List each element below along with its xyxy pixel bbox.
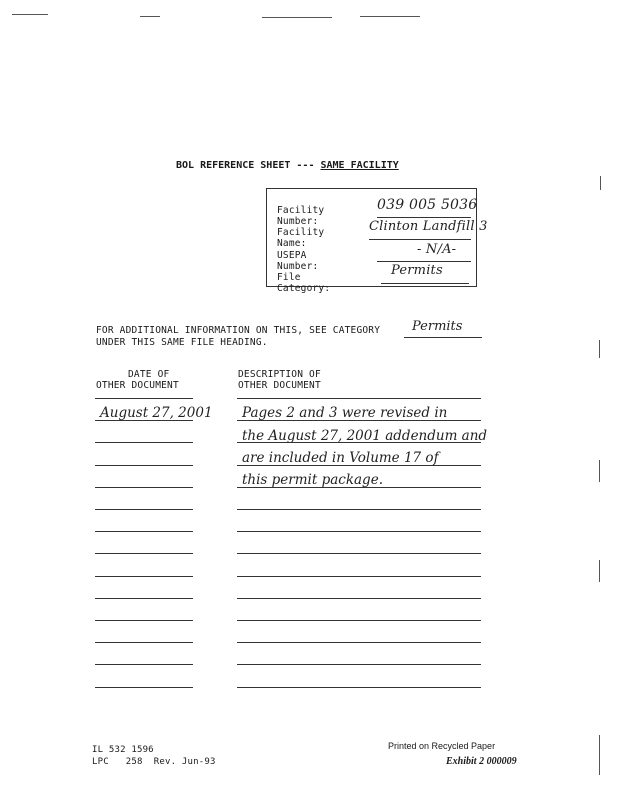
additional-category-value: Permits: [412, 319, 463, 334]
description-rule-line: [237, 598, 481, 599]
usepa-number-value: - N/A-: [417, 242, 457, 257]
scan-speck: [599, 560, 600, 582]
title-prefix: BOL REFERENCE SHEET ---: [176, 160, 321, 171]
description-rule-line: [237, 487, 481, 488]
description-rule-line: [237, 465, 481, 466]
description-rule-line: [237, 509, 481, 510]
facility-name-label: Facility Name:: [277, 227, 325, 249]
facility-number-label: Facility Number:: [277, 205, 325, 227]
scan-speck: [262, 17, 332, 18]
form-footer: [92, 744, 216, 768]
date-rule-line: [95, 442, 193, 443]
facility-name-line: [369, 239, 471, 240]
form-code: LPC 258 Rev. Jun-93: [92, 757, 216, 767]
description-rule-line: [237, 664, 481, 665]
date-rule-line: [95, 598, 193, 599]
scan-speck: [140, 16, 160, 17]
scan-speck: [360, 16, 420, 17]
scan-speck: [599, 460, 600, 482]
description-rule-line: [237, 442, 481, 443]
description-rule-line: [237, 553, 481, 554]
date-rule-line: [95, 553, 193, 554]
entry-description-line: are included in Volume 17 of: [242, 450, 439, 466]
description-rule-line: [237, 576, 481, 577]
additional-category-line: [404, 337, 482, 338]
scan-speck: [599, 340, 600, 358]
date-rule-line: [95, 531, 193, 532]
date-rule-line: [95, 487, 193, 488]
description-rule-line: [237, 398, 481, 399]
date-header-line2: OTHER DOCUMENT: [96, 380, 179, 391]
date-rule-line: [95, 576, 193, 577]
usepa-number-line: [377, 261, 471, 262]
facility-number-line: [377, 217, 471, 218]
scan-speck: [12, 14, 48, 15]
date-rule-line: [95, 398, 193, 399]
entry-description-line: the August 27, 2001 addendum and: [242, 428, 488, 444]
facility-number-value: 039 005 5036: [377, 197, 478, 213]
file-category-value: Permits: [391, 263, 443, 278]
scan-speck: [599, 735, 600, 775]
date-rule-line: [95, 664, 193, 665]
description-rule-line: [237, 620, 481, 621]
date-header-line1: DATE OF: [128, 369, 170, 380]
additional-info-line2: UNDER THIS SAME FILE HEADING.: [96, 337, 268, 348]
description-column-header: [238, 369, 321, 391]
title-emphasis: SAME FACILITY: [320, 160, 399, 171]
usepa-number-label: USEPA Number:: [277, 250, 319, 272]
facility-name-value: Clinton Landfill 3: [369, 219, 488, 234]
date-column-header: [96, 369, 179, 391]
entry-date: August 27, 2001: [100, 405, 213, 421]
description-rule-line: [237, 642, 481, 643]
date-rule-line: [95, 465, 193, 466]
date-rule-line: [95, 642, 193, 643]
additional-info: [96, 325, 380, 349]
description-rule-line: [237, 420, 481, 421]
description-rule-line: [237, 531, 481, 532]
date-rule-line: [95, 687, 193, 688]
additional-info-line1: FOR ADDITIONAL INFORMATION ON THIS, SEE CATEGORY: [96, 325, 381, 336]
printed-recycled-note: Printed on Recycled Paper: [388, 741, 496, 751]
form-number: IL 532 1596: [92, 745, 154, 755]
scan-speck: [600, 176, 601, 190]
date-rule-line: [95, 509, 193, 510]
date-rule-line: [95, 620, 193, 621]
entry-description-line: Pages 2 and 3 were revised in: [242, 405, 448, 421]
date-rule-line: [95, 420, 193, 421]
sheet-title: [176, 160, 399, 171]
description-rule-line: [237, 687, 481, 688]
exhibit-stamp: Exhibit 2 000009: [446, 756, 517, 767]
file-category-line: [381, 283, 469, 284]
file-category-label: File Category:: [277, 272, 331, 294]
entry-description-line: this permit package.: [242, 472, 383, 488]
description-header-line1: DESCRIPTION OF: [238, 369, 321, 380]
description-header-line2: OTHER DOCUMENT: [238, 380, 321, 391]
